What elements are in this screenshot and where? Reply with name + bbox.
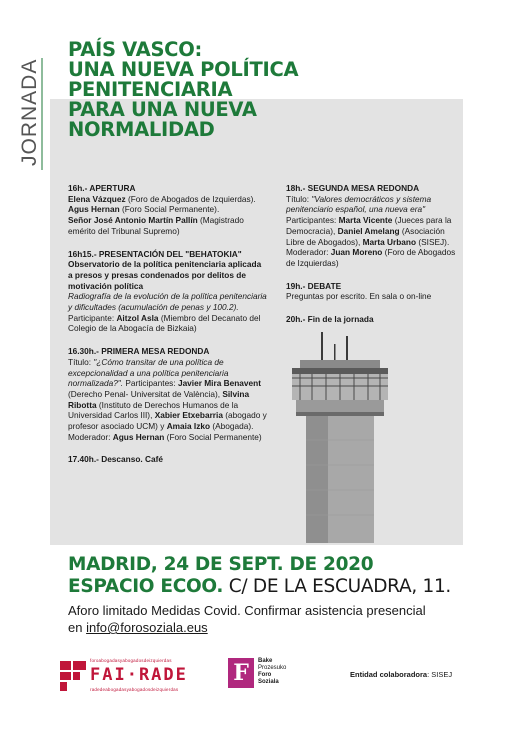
collaborator-credit	[350, 670, 452, 679]
segunda-mesa-heading: 18h.- SEGUNDA MESA REDONDA	[286, 183, 420, 193]
title-line: PAÍS VASCO:	[68, 38, 202, 61]
speaker-role: (Asociación Libre de Abogados),	[286, 225, 445, 247]
speaker-name: Amaia Izko	[166, 421, 211, 432]
speaker-role: (Derecho Penal- Universitat de València),	[68, 388, 223, 399]
event-notice: Aforo limitado Medidas Covid. Confirmar asistencia presencial	[68, 603, 426, 618]
email-prefix: en	[68, 620, 87, 635]
fin-block	[286, 314, 456, 325]
speaker-name: Elena Vázquez	[68, 193, 126, 204]
event-info	[68, 554, 508, 636]
event-address: C/ DE LA ESCUADRA, 11.	[223, 576, 451, 597]
talk-title: "Valores democráticos y sistema penitenciario español, una nueva era"	[286, 193, 432, 215]
speaker-role: (Jueces para la Democracia),	[286, 215, 452, 236]
bake-line: Prozesuko	[258, 665, 287, 671]
descanso-block	[68, 454, 268, 465]
speaker-name: Daniel Amelang	[337, 225, 400, 236]
debate-block	[286, 281, 456, 302]
segunda-mesa-moderator	[286, 247, 456, 268]
debate-heading: 19h.- DEBATE	[286, 280, 342, 291]
apertura-heading: 16h.- APERTURA	[68, 183, 136, 193]
page-title	[68, 40, 308, 140]
bake-line: Soziala	[258, 679, 279, 685]
speaker-name: Javier Mira Benavent	[177, 378, 261, 389]
bake-foro-soziala-logo	[228, 658, 338, 692]
behatokia-description: Radiografía de la evolución de la política penitenciaria y dificultades (acumulación de penas y 100.2).	[68, 291, 267, 313]
event-contact	[68, 619, 508, 636]
email-link[interactable]: info@forosoziala.eus	[86, 620, 208, 635]
event-venue-line	[68, 576, 508, 598]
fairade-name: FAI·RADE	[90, 665, 188, 685]
talk-title: "¿Cómo transitar de una política de excepcionalidad a una política penitenciaria normalizada?".	[68, 356, 229, 389]
speaker-name: Silvina Ribotta	[68, 388, 250, 410]
speaker-name: Juan Moreno	[330, 247, 383, 258]
fairade-top-text: foroabogadasyabogadosdeizquierdas	[90, 658, 172, 663]
speaker-role: (abogado y profesor asociado UCM) y	[68, 410, 267, 432]
speaker-role: (Foro Social Permanente)	[164, 431, 262, 442]
event-date: MADRID, 24 DE SEPT. DE 2020	[68, 554, 374, 575]
speaker-role: (Magistrado emérito del Tribunal Supremo)	[68, 215, 244, 236]
fin-heading: 20h.- Fin de la jornada	[286, 314, 374, 325]
speaker-role: (Foro Social Permanente).	[119, 204, 220, 215]
bake-line: Bake	[258, 658, 273, 664]
watchtower-photo	[286, 330, 396, 545]
behatokia-subtitle: Observatorio de la política penitenciaria aplicada a presos y presas condenados por delitos de motivación política	[68, 259, 262, 291]
speaker-name: Señor José Antonio Martín Pallín	[68, 215, 198, 226]
speaker-role: (Abogada).	[210, 421, 254, 432]
label: Participantes:	[286, 215, 339, 226]
behatokia-heading: 16h15.- PRESENTACIÓN DEL "BEHATOKIA"	[68, 248, 242, 259]
title-line: PARA UNA NUEVA	[68, 98, 257, 121]
collaborator-value: : SISEJ	[427, 670, 453, 679]
primera-mesa-moderator	[68, 432, 268, 443]
bake-line: Foro	[258, 672, 272, 678]
title-line: NORMALIDAD	[68, 118, 215, 141]
label: Moderador:	[68, 431, 113, 442]
speaker-name: Marta Vicente	[338, 215, 393, 226]
primera-mesa-block	[68, 346, 268, 442]
title-line: UNA NUEVA POLÍTICA	[68, 58, 299, 81]
apertura-block	[68, 183, 268, 237]
speaker-name: Agus Hernan	[68, 204, 120, 215]
speaker-name: Agus Hernan	[112, 431, 165, 442]
speaker-name: Aitzol Asla	[116, 312, 159, 323]
collaborator-label: Entidad colaboradora	[350, 670, 428, 679]
behatokia-block	[68, 249, 268, 335]
segunda-mesa-title	[286, 194, 456, 215]
speaker-role: (Foro de Abogados de Izquierdas).	[125, 193, 256, 204]
jornada-text: JORNADA	[18, 58, 41, 166]
speaker-role: (Foro de Abogados de Izquierdas)	[286, 247, 456, 268]
label: Moderador:	[286, 247, 331, 258]
primera-mesa-body	[68, 357, 268, 432]
label: Título:	[286, 193, 312, 204]
primera-mesa-heading: 16.30h.- PRIMERA MESA REDONDA	[68, 346, 210, 357]
speaker-name: Marta Urbano	[362, 236, 417, 247]
program-right-column	[286, 183, 456, 337]
label: Participantes:	[123, 378, 178, 389]
speaker-name: Xabier Etxebarria	[154, 410, 223, 421]
logos-row	[60, 656, 510, 696]
program-left-column	[68, 183, 268, 477]
label: Título:	[68, 356, 94, 367]
title-line: PENITENCIARIA	[68, 78, 233, 101]
speaker-role: (SISEJ).	[416, 236, 450, 247]
speaker-role: (Instituto de Derechos Humanos de la Universidad Carlos III),	[68, 399, 239, 421]
fairade-mark-icon	[60, 661, 86, 691]
event-venue: ESPACIO ECOO.	[68, 576, 224, 597]
apertura-speaker	[68, 204, 268, 215]
bake-text	[258, 658, 286, 686]
apertura-speaker	[68, 215, 268, 236]
debate-text: Preguntas por escrito. En sala o on-line	[286, 291, 432, 302]
fairade-logo	[60, 656, 200, 696]
label: Participante:	[68, 312, 117, 323]
segunda-mesa-block	[286, 183, 456, 269]
apertura-speaker	[68, 194, 268, 205]
fairade-bottom-text: radedeabogadasyabogadosdeizquierdas	[90, 687, 179, 692]
descanso-heading: 17.40h.- Descanso. Café	[68, 454, 163, 465]
behatokia-participant	[68, 313, 268, 334]
segunda-mesa-participants	[286, 215, 456, 247]
speaker-role: (Miembro del Decanato del Colegio de la Abogacía de Bizkaia)	[68, 312, 261, 334]
bake-f-icon: F	[228, 658, 254, 688]
